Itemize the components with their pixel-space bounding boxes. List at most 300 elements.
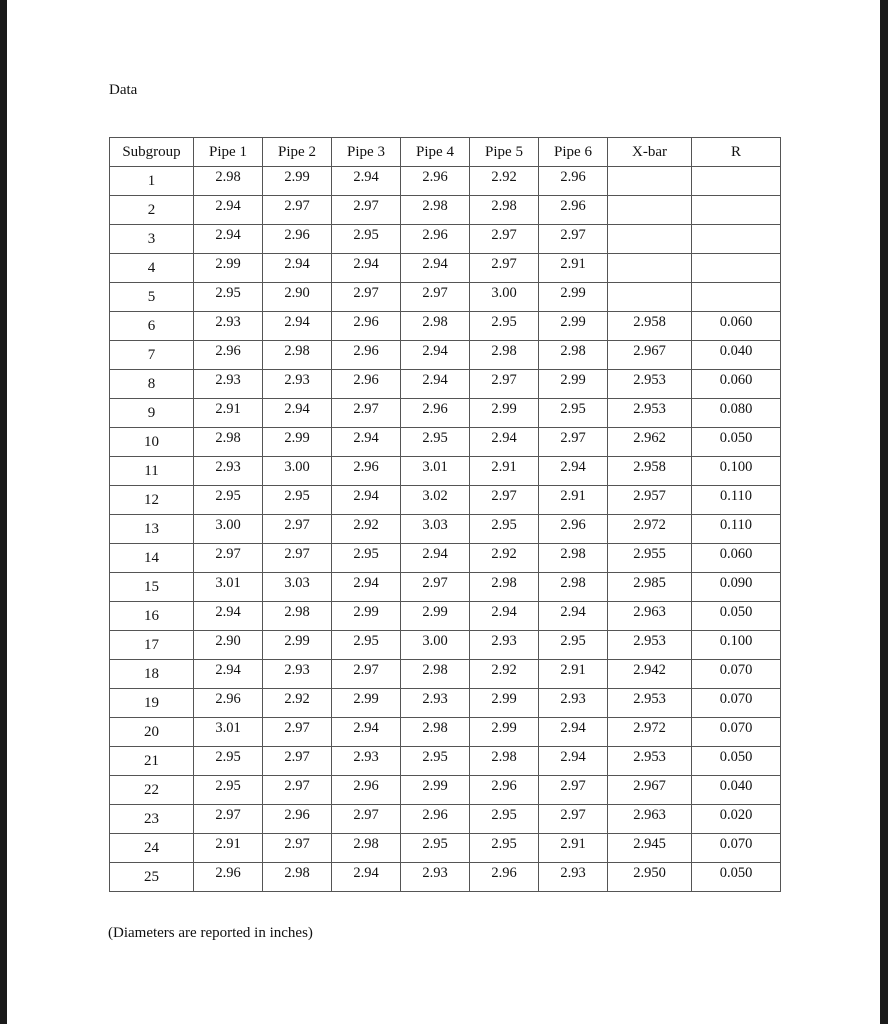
- table-cell: [194, 428, 263, 457]
- table-cell: [608, 312, 692, 341]
- table-cell: [470, 225, 539, 254]
- table-row: [110, 718, 781, 747]
- cell-value: 1: [147, 173, 156, 189]
- cell-value: 0.070: [719, 662, 753, 678]
- table-cell: [332, 631, 401, 660]
- cell-value: 17: [144, 637, 159, 653]
- cell-value: 3.02: [422, 488, 448, 504]
- table-cell: [608, 341, 692, 370]
- table-cell: [470, 776, 539, 805]
- cell-value: 2.98: [422, 720, 448, 736]
- cell-value: 2.94: [353, 575, 379, 591]
- cell-value: 2.96: [215, 691, 241, 707]
- cell-value: 2.97: [491, 488, 517, 504]
- table-cell: [692, 776, 781, 805]
- cell-value: 2.94: [491, 430, 517, 446]
- subgroup-cell: [110, 602, 194, 631]
- cell-value: 3.03: [422, 517, 448, 533]
- cell-value: 2.95: [491, 517, 517, 533]
- cell-value: 0.050: [719, 749, 753, 765]
- table-cell: [692, 370, 781, 399]
- cell-value: 25: [144, 869, 159, 885]
- cell-value: [608, 196, 691, 208]
- cell-value: 2.950: [633, 865, 666, 881]
- table-row: [110, 544, 781, 573]
- subgroup-cell: [110, 689, 194, 718]
- cell-value: 2.91: [560, 836, 586, 852]
- table-cell: [539, 283, 608, 312]
- cell-value: 3.03: [284, 575, 310, 591]
- cell-value: 2.97: [353, 662, 379, 678]
- table-cell: [263, 225, 332, 254]
- table-cell: [263, 486, 332, 515]
- cell-value: 2.96: [491, 778, 517, 794]
- cell-value: 2.97: [491, 372, 517, 388]
- table-cell: [608, 660, 692, 689]
- cell-value: 2.92: [491, 662, 517, 678]
- column-header: R: [692, 138, 781, 167]
- table-cell: [332, 805, 401, 834]
- table-cell: [692, 486, 781, 515]
- cell-value: 2.93: [560, 691, 586, 707]
- table-cell: [692, 718, 781, 747]
- table-cell: [263, 283, 332, 312]
- table-cell: [401, 631, 470, 660]
- cell-value: 2.99: [284, 169, 310, 185]
- table-cell: [332, 399, 401, 428]
- table-cell: [263, 428, 332, 457]
- cell-value: 2.98: [560, 575, 586, 591]
- table-cell: [332, 515, 401, 544]
- table-cell: [692, 544, 781, 573]
- cell-value: 2.97: [284, 198, 310, 214]
- table-row: [110, 428, 781, 457]
- cell-value: 2.95: [353, 227, 379, 243]
- cell-value: 16: [144, 608, 159, 624]
- table-cell: [263, 515, 332, 544]
- table-cell: [332, 254, 401, 283]
- table-cell: [539, 689, 608, 718]
- cell-value: 2.97: [353, 807, 379, 823]
- table-cell: [401, 515, 470, 544]
- subgroup-cell: [110, 399, 194, 428]
- cell-value: 0.070: [719, 691, 753, 707]
- cell-value: 2.97: [560, 807, 586, 823]
- subgroup-cell: [110, 283, 194, 312]
- cell-value: 2.92: [491, 546, 517, 562]
- cell-value: 2.92: [284, 691, 310, 707]
- cell-value: 13: [144, 521, 159, 537]
- cell-value: 12: [144, 492, 159, 508]
- table-cell: [401, 776, 470, 805]
- table-cell: [332, 457, 401, 486]
- table-cell: [539, 544, 608, 573]
- table-cell: [692, 805, 781, 834]
- cell-value: 2.95: [353, 633, 379, 649]
- table-row: [110, 486, 781, 515]
- table-cell: [194, 718, 263, 747]
- subgroup-cell: [110, 515, 194, 544]
- cell-value: 2.93: [215, 372, 241, 388]
- cell-value: 2.96: [353, 314, 379, 330]
- cell-value: 2.963: [633, 807, 666, 823]
- cell-value: 2.99: [491, 691, 517, 707]
- table-cell: [692, 341, 781, 370]
- table-cell: [332, 863, 401, 892]
- cell-value: 2.96: [284, 807, 310, 823]
- cell-value: 2.96: [422, 227, 448, 243]
- cell-value: 11: [144, 463, 159, 479]
- table-cell: [332, 747, 401, 776]
- table-cell: [470, 805, 539, 834]
- table-cell: [692, 167, 781, 196]
- table-cell: [539, 486, 608, 515]
- cell-value: 0.050: [719, 865, 753, 881]
- subgroup-cell: [110, 660, 194, 689]
- table-cell: [692, 660, 781, 689]
- table-cell: [608, 834, 692, 863]
- table-cell: [401, 660, 470, 689]
- cell-value: 2.958: [633, 459, 666, 475]
- table-cell: [692, 196, 781, 225]
- cell-value: 2.91: [215, 401, 241, 417]
- subgroup-cell: [110, 747, 194, 776]
- table-cell: [194, 312, 263, 341]
- table-cell: [332, 834, 401, 863]
- table-cell: [194, 283, 263, 312]
- cell-value: 2.97: [560, 430, 586, 446]
- table-cell: [401, 167, 470, 196]
- cell-value: 2.97: [215, 807, 241, 823]
- subgroup-cell: [110, 834, 194, 863]
- table-cell: [263, 660, 332, 689]
- table-cell: [608, 370, 692, 399]
- table-cell: [263, 457, 332, 486]
- cell-value: 0.040: [719, 778, 753, 794]
- table-row: [110, 254, 781, 283]
- table-cell: [539, 863, 608, 892]
- cell-value: 2.97: [422, 285, 448, 301]
- table-cell: [470, 834, 539, 863]
- cell-value: 2.99: [560, 372, 586, 388]
- subgroup-cell: [110, 573, 194, 602]
- table-row: [110, 196, 781, 225]
- column-header: Pipe 3: [332, 138, 401, 167]
- cell-value: 2.90: [215, 633, 241, 649]
- table-cell: [539, 573, 608, 602]
- cell-value: [692, 225, 780, 237]
- cell-value: 2.958: [633, 314, 666, 330]
- cell-value: 2.97: [560, 778, 586, 794]
- table-cell: [692, 457, 781, 486]
- table-cell: [539, 167, 608, 196]
- table-cell: [332, 486, 401, 515]
- table-cell: [692, 399, 781, 428]
- cell-value: 3.01: [215, 575, 241, 591]
- table-cell: [608, 225, 692, 254]
- cell-value: 2.94: [560, 604, 586, 620]
- cell-value: 2.96: [560, 517, 586, 533]
- subgroup-cell: [110, 486, 194, 515]
- table-cell: [332, 167, 401, 196]
- cell-value: 8: [147, 376, 156, 392]
- table-cell: [608, 457, 692, 486]
- cell-value: 2.97: [215, 546, 241, 562]
- cell-value: 2.96: [284, 227, 310, 243]
- table-cell: [401, 573, 470, 602]
- cell-value: 2.99: [560, 285, 586, 301]
- table-cell: [401, 370, 470, 399]
- table-cell: [263, 399, 332, 428]
- table-cell: [692, 283, 781, 312]
- table-cell: [194, 660, 263, 689]
- table-cell: [470, 167, 539, 196]
- table-cell: [608, 805, 692, 834]
- cell-value: 2.93: [215, 459, 241, 475]
- table-cell: [608, 428, 692, 457]
- cell-value: 0.080: [719, 401, 753, 417]
- table-cell: [194, 747, 263, 776]
- table-row: [110, 863, 781, 892]
- cell-value: 2.98: [353, 836, 379, 852]
- cell-value: [608, 254, 691, 266]
- table-cell: [194, 254, 263, 283]
- cell-value: 0.060: [719, 546, 753, 562]
- cell-value: 2.98: [422, 662, 448, 678]
- cell-value: 9: [147, 405, 156, 421]
- cell-value: 2.96: [215, 343, 241, 359]
- table-cell: [539, 254, 608, 283]
- cell-value: 2.97: [284, 749, 310, 765]
- table-cell: [401, 747, 470, 776]
- table-cell: [263, 312, 332, 341]
- cell-value: 2.967: [633, 343, 666, 359]
- cell-value: 2.98: [560, 343, 586, 359]
- cell-value: 4: [147, 260, 156, 276]
- cell-value: 2.94: [560, 459, 586, 475]
- table-cell: [401, 863, 470, 892]
- table-cell: [194, 544, 263, 573]
- table-cell: [539, 428, 608, 457]
- cell-value: 7: [147, 347, 156, 363]
- cell-value: [692, 196, 780, 208]
- table-cell: [263, 747, 332, 776]
- subgroup-cell: [110, 544, 194, 573]
- table-cell: [194, 602, 263, 631]
- cell-value: 2.98: [422, 314, 448, 330]
- cell-value: 2.97: [353, 285, 379, 301]
- table-cell: [470, 370, 539, 399]
- table-cell: [194, 167, 263, 196]
- cell-value: 2.96: [560, 169, 586, 185]
- table-cell: [608, 718, 692, 747]
- table-cell: [539, 718, 608, 747]
- cell-value: 2.93: [560, 865, 586, 881]
- cell-value: 2.99: [284, 430, 310, 446]
- cell-value: 2.96: [353, 459, 379, 475]
- cell-value: 2.92: [491, 169, 517, 185]
- cell-value: 2.94: [422, 256, 448, 272]
- cell-value: 2.94: [422, 546, 448, 562]
- table-row: [110, 312, 781, 341]
- cell-value: 2.98: [215, 169, 241, 185]
- cell-value: 3.01: [422, 459, 448, 475]
- table-cell: [608, 689, 692, 718]
- table-cell: [608, 283, 692, 312]
- table-row: [110, 689, 781, 718]
- cell-value: 2.955: [633, 546, 666, 562]
- subgroup-cell: [110, 341, 194, 370]
- table-cell: [401, 805, 470, 834]
- cell-value: 2.94: [215, 662, 241, 678]
- table-cell: [263, 834, 332, 863]
- table-cell: [470, 631, 539, 660]
- cell-value: 2.96: [422, 807, 448, 823]
- cell-value: 24: [144, 840, 159, 856]
- cell-value: 2.93: [284, 662, 310, 678]
- table-row: [110, 370, 781, 399]
- cell-value: 2.94: [284, 401, 310, 417]
- cell-value: 2.96: [422, 169, 448, 185]
- cell-value: 2.97: [422, 575, 448, 591]
- cell-value: 2.99: [491, 401, 517, 417]
- cell-value: 0.060: [719, 314, 753, 330]
- subgroup-cell: [110, 805, 194, 834]
- table-cell: [470, 457, 539, 486]
- table-cell: [539, 805, 608, 834]
- cell-value: 10: [144, 434, 159, 450]
- cell-value: [608, 283, 691, 295]
- table-cell: [401, 196, 470, 225]
- cell-value: 15: [144, 579, 159, 595]
- cell-value: 2.98: [491, 198, 517, 214]
- table-cell: [608, 486, 692, 515]
- column-header: Pipe 6: [539, 138, 608, 167]
- table-cell: [194, 834, 263, 863]
- cell-value: 2.97: [491, 256, 517, 272]
- table-cell: [539, 602, 608, 631]
- subgroup-cell: [110, 718, 194, 747]
- cell-value: 2.953: [633, 401, 666, 417]
- cell-value: 22: [144, 782, 159, 798]
- cell-value: 2.95: [284, 488, 310, 504]
- table-cell: [470, 428, 539, 457]
- table-cell: [692, 602, 781, 631]
- table-cell: [470, 283, 539, 312]
- cell-value: 2.94: [422, 343, 448, 359]
- table-cell: [332, 660, 401, 689]
- table-cell: [608, 167, 692, 196]
- table-cell: [539, 399, 608, 428]
- table-cell: [263, 602, 332, 631]
- table-cell: [263, 776, 332, 805]
- table-cell: [263, 631, 332, 660]
- table-cell: [263, 573, 332, 602]
- cell-value: 2.95: [560, 401, 586, 417]
- table-cell: [539, 631, 608, 660]
- cell-value: 2.98: [284, 343, 310, 359]
- cell-value: 2.963: [633, 604, 666, 620]
- cell-value: 2.98: [284, 865, 310, 881]
- cell-value: 2.95: [353, 546, 379, 562]
- cell-value: 3.00: [491, 285, 517, 301]
- table-cell: [332, 689, 401, 718]
- table-cell: [539, 834, 608, 863]
- cell-value: 2.94: [560, 720, 586, 736]
- table-cell: [539, 225, 608, 254]
- cell-value: 2.98: [491, 749, 517, 765]
- cell-value: 2.98: [422, 198, 448, 214]
- cell-value: 2.94: [215, 198, 241, 214]
- table-cell: [470, 544, 539, 573]
- table-cell: [194, 631, 263, 660]
- table-cell: [470, 312, 539, 341]
- table-cell: [263, 805, 332, 834]
- table-cell: [470, 254, 539, 283]
- table-cell: [263, 544, 332, 573]
- cell-value: 2.95: [422, 749, 448, 765]
- cell-value: 2.96: [353, 372, 379, 388]
- table-cell: [263, 718, 332, 747]
- cell-value: 2.96: [215, 865, 241, 881]
- cell-value: 0.110: [719, 517, 753, 533]
- cell-value: 2.97: [284, 517, 310, 533]
- table-cell: [692, 863, 781, 892]
- cell-value: 18: [144, 666, 159, 682]
- table-row: [110, 631, 781, 660]
- table-cell: [332, 196, 401, 225]
- cell-value: 2.95: [560, 633, 586, 649]
- table-row: [110, 515, 781, 544]
- cell-value: 0.020: [719, 807, 753, 823]
- table-cell: [470, 486, 539, 515]
- table-cell: [608, 399, 692, 428]
- table-cell: [539, 312, 608, 341]
- table-cell: [332, 776, 401, 805]
- cell-value: 3.00: [422, 633, 448, 649]
- cell-value: 3.00: [215, 517, 241, 533]
- table-cell: [263, 254, 332, 283]
- table-cell: [608, 544, 692, 573]
- cell-value: 0.110: [719, 488, 753, 504]
- table-cell: [194, 486, 263, 515]
- table-cell: [608, 863, 692, 892]
- cell-value: 2.94: [284, 256, 310, 272]
- cell-value: 0.050: [719, 430, 753, 446]
- cell-value: 2.95: [491, 807, 517, 823]
- cell-value: 2.972: [633, 517, 666, 533]
- table-row: [110, 805, 781, 834]
- cell-value: 0.040: [719, 343, 753, 359]
- cell-value: 2.91: [560, 488, 586, 504]
- cell-value: 2.94: [353, 169, 379, 185]
- table-cell: [608, 254, 692, 283]
- cell-value: 2.972: [633, 720, 666, 736]
- cell-value: 2.99: [422, 604, 448, 620]
- table-cell: [692, 573, 781, 602]
- table-cell: [470, 515, 539, 544]
- cell-value: 2.94: [353, 865, 379, 881]
- cell-value: 2.94: [422, 372, 448, 388]
- cell-value: 2.94: [491, 604, 517, 620]
- table-cell: [332, 370, 401, 399]
- cell-value: 2.94: [560, 749, 586, 765]
- cell-value: 2.97: [284, 778, 310, 794]
- subgroup-cell: [110, 457, 194, 486]
- cell-value: 2.93: [353, 749, 379, 765]
- cell-value: 2.91: [560, 662, 586, 678]
- cell-value: 0.100: [719, 459, 753, 475]
